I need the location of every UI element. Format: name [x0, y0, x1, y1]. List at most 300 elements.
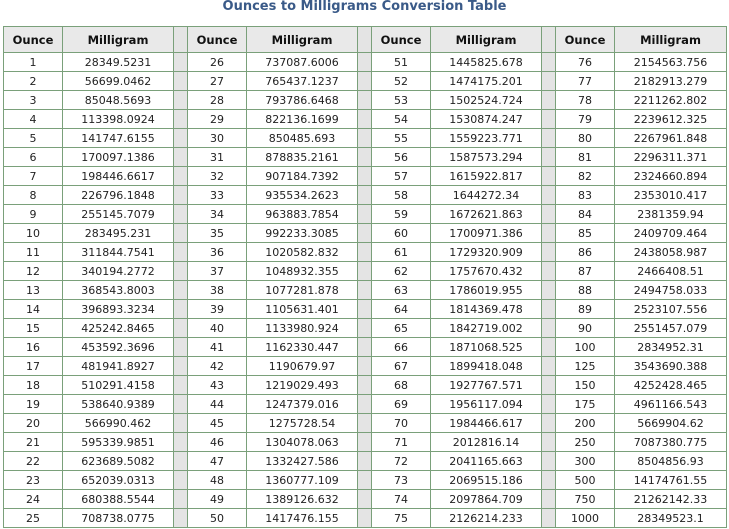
milligram-cell: 1530874.247: [431, 110, 542, 129]
table-row: [4, 300, 727, 319]
milligram-cell: 2409709.464: [615, 224, 727, 243]
table-body: [4, 53, 727, 528]
column-separator: [174, 338, 188, 357]
column-separator: [174, 167, 188, 186]
column-separator: [542, 490, 556, 509]
milligram-cell: 1133980.924: [247, 319, 358, 338]
header-row: [4, 27, 727, 53]
table-row: [4, 490, 727, 509]
milligram-cell: 1786019.955: [431, 281, 542, 300]
column-separator: [358, 338, 372, 357]
column-separator: [174, 91, 188, 110]
column-separator: [174, 490, 188, 509]
ounce-cell: 68: [372, 376, 431, 395]
table-row: [4, 224, 727, 243]
column-separator: [542, 243, 556, 262]
column-separator: [542, 262, 556, 281]
ounce-cell: 47: [188, 452, 247, 471]
ounce-cell: 42: [188, 357, 247, 376]
column-separator: [542, 167, 556, 186]
ounce-cell: 750: [556, 490, 615, 509]
milligram-cell: 2324660.894: [615, 167, 727, 186]
milligram-cell: 1615922.817: [431, 167, 542, 186]
ounce-cell: 15: [4, 319, 63, 338]
milligram-cell: 1275728.54: [247, 414, 358, 433]
column-separator: [358, 414, 372, 433]
table-row: [4, 357, 727, 376]
ounce-cell: 28: [188, 91, 247, 110]
milligram-header: Milligram: [431, 27, 542, 53]
ounce-cell: 70: [372, 414, 431, 433]
column-separator: [358, 300, 372, 319]
column-separator: [542, 186, 556, 205]
ounce-cell: 73: [372, 471, 431, 490]
milligram-cell: 652039.0313: [63, 471, 174, 490]
milligram-cell: 340194.2772: [63, 262, 174, 281]
milligram-cell: 1332427.586: [247, 452, 358, 471]
ounce-cell: 17: [4, 357, 63, 376]
milligram-cell: 1984466.617: [431, 414, 542, 433]
ounce-cell: 11: [4, 243, 63, 262]
column-separator: [542, 376, 556, 395]
ounce-cell: 1000: [556, 509, 615, 528]
milligram-cell: 8504856.93: [615, 452, 727, 471]
column-separator: [174, 452, 188, 471]
column-separator: [358, 129, 372, 148]
column-separator: [358, 224, 372, 243]
ounce-cell: 9: [4, 205, 63, 224]
column-separator: [358, 281, 372, 300]
ounce-cell: 500: [556, 471, 615, 490]
ounce-cell: 4: [4, 110, 63, 129]
column-separator: [174, 243, 188, 262]
milligram-cell: 708738.0775: [63, 509, 174, 528]
ounce-cell: 43: [188, 376, 247, 395]
milligram-cell: 1105631.401: [247, 300, 358, 319]
milligram-cell: 1956117.094: [431, 395, 542, 414]
milligram-cell: 2012816.14: [431, 433, 542, 452]
milligram-cell: 14174761.55: [615, 471, 727, 490]
column-separator: [358, 376, 372, 395]
milligram-cell: 1048932.355: [247, 262, 358, 281]
ounce-cell: 100: [556, 338, 615, 357]
ounce-cell: 78: [556, 91, 615, 110]
milligram-cell: 538640.9389: [63, 395, 174, 414]
column-separator: [358, 509, 372, 528]
milligram-cell: 2182913.279: [615, 72, 727, 91]
ounce-cell: 7: [4, 167, 63, 186]
ounce-cell: 64: [372, 300, 431, 319]
milligram-cell: 170097.1386: [63, 148, 174, 167]
column-separator: [542, 319, 556, 338]
ounce-cell: 175: [556, 395, 615, 414]
column-separator: [542, 281, 556, 300]
ounce-cell: 18: [4, 376, 63, 395]
milligram-cell: 28349523.1: [615, 509, 727, 528]
milligram-cell: 1162330.447: [247, 338, 358, 357]
ounce-cell: 20: [4, 414, 63, 433]
column-separator: [358, 72, 372, 91]
ounce-cell: 13: [4, 281, 63, 300]
ounce-cell: 74: [372, 490, 431, 509]
column-separator: [358, 205, 372, 224]
milligram-cell: 510291.4158: [63, 376, 174, 395]
ounce-cell: 77: [556, 72, 615, 91]
ounce-cell: 80: [556, 129, 615, 148]
ounce-cell: 84: [556, 205, 615, 224]
table-row: [4, 243, 727, 262]
ounce-cell: 200: [556, 414, 615, 433]
ounce-cell: 5: [4, 129, 63, 148]
ounce-cell: 14: [4, 300, 63, 319]
milligram-cell: 2069515.186: [431, 471, 542, 490]
column-separator: [358, 490, 372, 509]
ounce-cell: 23: [4, 471, 63, 490]
milligram-cell: 1190679.97: [247, 357, 358, 376]
milligram-cell: 2267961.848: [615, 129, 727, 148]
column-separator: [542, 300, 556, 319]
milligram-cell: 2551457.079: [615, 319, 727, 338]
milligram-cell: 1700971.386: [431, 224, 542, 243]
table-row: [4, 509, 727, 528]
ounce-cell: 150: [556, 376, 615, 395]
page-title: Ounces to Milligrams Conversion Table: [222, 0, 507, 14]
milligram-cell: 2211262.802: [615, 91, 727, 110]
milligram-cell: 737087.6006: [247, 53, 358, 72]
ounce-cell: 35: [188, 224, 247, 243]
milligram-cell: 481941.8927: [63, 357, 174, 376]
column-separator: [358, 91, 372, 110]
table-row: [4, 338, 727, 357]
ounce-cell: 40: [188, 319, 247, 338]
milligram-cell: 1559223.771: [431, 129, 542, 148]
milligram-cell: 765437.1237: [247, 72, 358, 91]
column-separator: [542, 129, 556, 148]
ounce-cell: 53: [372, 91, 431, 110]
ounce-cell: 71: [372, 433, 431, 452]
ounce-cell: 72: [372, 452, 431, 471]
column-separator: [174, 129, 188, 148]
column-separator: [542, 53, 556, 72]
ounce-cell: 8: [4, 186, 63, 205]
milligram-cell: 21262142.33: [615, 490, 727, 509]
milligram-cell: 7087380.775: [615, 433, 727, 452]
milligram-cell: 1927767.571: [431, 376, 542, 395]
ounce-cell: 26: [188, 53, 247, 72]
ounce-cell: 89: [556, 300, 615, 319]
column-separator: [358, 243, 372, 262]
column-separator: [358, 186, 372, 205]
milligram-cell: 1644272.34: [431, 186, 542, 205]
ounce-cell: 10: [4, 224, 63, 243]
milligram-cell: 793786.6468: [247, 91, 358, 110]
milligram-cell: 1842719.002: [431, 319, 542, 338]
column-separator: [542, 509, 556, 528]
milligram-cell: 396893.3234: [63, 300, 174, 319]
ounce-cell: 16: [4, 338, 63, 357]
column-separator: [542, 224, 556, 243]
milligram-header: Milligram: [63, 27, 174, 53]
milligram-cell: 283495.231: [63, 224, 174, 243]
ounce-cell: 37: [188, 262, 247, 281]
ounce-cell: 66: [372, 338, 431, 357]
ounce-cell: 59: [372, 205, 431, 224]
conversion-table: [3, 26, 727, 528]
column-separator: [542, 471, 556, 490]
ounce-header: Ounce: [188, 27, 247, 53]
column-separator: [174, 357, 188, 376]
column-separator: [174, 509, 188, 528]
milligram-cell: 2353010.417: [615, 186, 727, 205]
ounce-cell: 34: [188, 205, 247, 224]
ounce-cell: 69: [372, 395, 431, 414]
ounce-cell: 62: [372, 262, 431, 281]
ounce-cell: 61: [372, 243, 431, 262]
milligram-cell: 1417476.155: [247, 509, 358, 528]
milligram-cell: 1474175.201: [431, 72, 542, 91]
ounce-cell: 48: [188, 471, 247, 490]
ounce-cell: 55: [372, 129, 431, 148]
table-row: [4, 186, 727, 205]
milligram-cell: 1304078.063: [247, 433, 358, 452]
table-row: [4, 414, 727, 433]
table-row: [4, 262, 727, 281]
column-separator: [358, 452, 372, 471]
ounce-cell: 76: [556, 53, 615, 72]
column-separator: [358, 319, 372, 338]
ounce-cell: 38: [188, 281, 247, 300]
milligram-cell: 907184.7392: [247, 167, 358, 186]
column-separator: [174, 262, 188, 281]
column-separator: [174, 224, 188, 243]
milligram-cell: 198446.6617: [63, 167, 174, 186]
milligram-cell: 85048.5693: [63, 91, 174, 110]
column-separator: [174, 281, 188, 300]
column-separator: [358, 262, 372, 281]
milligram-cell: 1502524.724: [431, 91, 542, 110]
ounce-header: Ounce: [556, 27, 615, 53]
column-separator: [174, 148, 188, 167]
column-separator: [542, 205, 556, 224]
milligram-cell: 992233.3085: [247, 224, 358, 243]
ounce-cell: 46: [188, 433, 247, 452]
column-separator: [174, 414, 188, 433]
column-separator: [174, 53, 188, 72]
table-row: [4, 53, 727, 72]
column-separator: [358, 148, 372, 167]
ounce-cell: 86: [556, 243, 615, 262]
column-separator: [174, 319, 188, 338]
ounce-cell: 250: [556, 433, 615, 452]
milligram-cell: 1219029.493: [247, 376, 358, 395]
table-row: [4, 452, 727, 471]
ounce-cell: 58: [372, 186, 431, 205]
ounce-cell: 67: [372, 357, 431, 376]
ounce-cell: 87: [556, 262, 615, 281]
milligram-cell: 1729320.909: [431, 243, 542, 262]
ounce-cell: 75: [372, 509, 431, 528]
milligram-cell: 1389126.632: [247, 490, 358, 509]
milligram-cell: 425242.8465: [63, 319, 174, 338]
column-separator: [542, 91, 556, 110]
ounce-cell: 83: [556, 186, 615, 205]
milligram-cell: 2834952.31: [615, 338, 727, 357]
milligram-cell: 1587573.294: [431, 148, 542, 167]
ounce-cell: 32: [188, 167, 247, 186]
milligram-cell: 1445825.678: [431, 53, 542, 72]
ounce-header: Ounce: [372, 27, 431, 53]
ounce-cell: 125: [556, 357, 615, 376]
column-separator: [174, 27, 188, 53]
ounce-cell: 56: [372, 148, 431, 167]
table-row: [4, 91, 727, 110]
milligram-header: Milligram: [615, 27, 727, 53]
milligram-cell: 4252428.465: [615, 376, 727, 395]
ounce-cell: 25: [4, 509, 63, 528]
column-separator: [542, 110, 556, 129]
table-row: [4, 205, 727, 224]
ounce-cell: 300: [556, 452, 615, 471]
column-separator: [174, 376, 188, 395]
ounce-cell: 82: [556, 167, 615, 186]
ounce-cell: 50: [188, 509, 247, 528]
ounce-cell: 30: [188, 129, 247, 148]
milligram-cell: 822136.1699: [247, 110, 358, 129]
ounce-cell: 65: [372, 319, 431, 338]
milligram-cell: 28349.5231: [63, 53, 174, 72]
milligram-cell: 878835.2161: [247, 148, 358, 167]
milligram-cell: 4961166.543: [615, 395, 727, 414]
ounce-cell: 60: [372, 224, 431, 243]
column-separator: [174, 110, 188, 129]
milligram-cell: 1757670.432: [431, 262, 542, 281]
milligram-cell: 5669904.62: [615, 414, 727, 433]
ounce-cell: 22: [4, 452, 63, 471]
milligram-cell: 2126214.233: [431, 509, 542, 528]
column-separator: [542, 433, 556, 452]
ounce-cell: 88: [556, 281, 615, 300]
ounce-cell: 51: [372, 53, 431, 72]
ounce-cell: 39: [188, 300, 247, 319]
milligram-cell: 1871068.525: [431, 338, 542, 357]
table-row: [4, 72, 727, 91]
ounce-cell: 45: [188, 414, 247, 433]
milligram-cell: 1077281.878: [247, 281, 358, 300]
milligram-cell: 680388.5544: [63, 490, 174, 509]
milligram-cell: 1814369.478: [431, 300, 542, 319]
column-separator: [542, 148, 556, 167]
ounce-header: Ounce: [4, 27, 63, 53]
milligram-cell: 2381359.94: [615, 205, 727, 224]
ounce-cell: 90: [556, 319, 615, 338]
ounce-cell: 63: [372, 281, 431, 300]
ounce-cell: 1: [4, 53, 63, 72]
column-separator: [358, 433, 372, 452]
ounce-cell: 31: [188, 148, 247, 167]
ounce-cell: 36: [188, 243, 247, 262]
ounce-cell: 44: [188, 395, 247, 414]
ounce-cell: 24: [4, 490, 63, 509]
table-row: [4, 167, 727, 186]
column-separator: [542, 414, 556, 433]
column-separator: [542, 395, 556, 414]
column-separator: [358, 167, 372, 186]
milligram-cell: 2523107.556: [615, 300, 727, 319]
milligram-cell: 2494758.033: [615, 281, 727, 300]
column-separator: [358, 27, 372, 53]
milligram-cell: 623689.5082: [63, 452, 174, 471]
milligram-cell: 2466408.51: [615, 262, 727, 281]
table-row: [4, 395, 727, 414]
milligram-cell: 1899418.048: [431, 357, 542, 376]
milligram-cell: 141747.6155: [63, 129, 174, 148]
milligram-cell: 963883.7854: [247, 205, 358, 224]
ounce-cell: 6: [4, 148, 63, 167]
milligram-cell: 1247379.016: [247, 395, 358, 414]
ounce-cell: 2: [4, 72, 63, 91]
ounce-cell: 54: [372, 110, 431, 129]
milligram-cell: 595339.9851: [63, 433, 174, 452]
milligram-cell: 56699.0462: [63, 72, 174, 91]
ounce-cell: 79: [556, 110, 615, 129]
column-separator: [358, 471, 372, 490]
table-row: [4, 376, 727, 395]
ounce-cell: 81: [556, 148, 615, 167]
column-separator: [174, 300, 188, 319]
column-separator: [174, 205, 188, 224]
table-row: [4, 148, 727, 167]
column-separator: [358, 357, 372, 376]
table-row: [4, 110, 727, 129]
ounce-cell: 29: [188, 110, 247, 129]
column-separator: [542, 72, 556, 91]
ounce-cell: 12: [4, 262, 63, 281]
milligram-cell: 2041165.663: [431, 452, 542, 471]
milligram-cell: 226796.1848: [63, 186, 174, 205]
ounce-cell: 41: [188, 338, 247, 357]
milligram-cell: 566990.462: [63, 414, 174, 433]
milligram-cell: 2097864.709: [431, 490, 542, 509]
ounce-cell: 57: [372, 167, 431, 186]
ounce-cell: 21: [4, 433, 63, 452]
ounce-cell: 85: [556, 224, 615, 243]
column-separator: [174, 186, 188, 205]
column-separator: [174, 471, 188, 490]
ounce-cell: 19: [4, 395, 63, 414]
table-row: [4, 281, 727, 300]
milligram-cell: 2154563.756: [615, 53, 727, 72]
milligram-cell: 368543.8003: [63, 281, 174, 300]
column-separator: [542, 27, 556, 53]
ounce-cell: 3: [4, 91, 63, 110]
column-separator: [358, 53, 372, 72]
milligram-cell: 1020582.832: [247, 243, 358, 262]
column-separator: [174, 72, 188, 91]
milligram-header: Milligram: [247, 27, 358, 53]
ounce-cell: 33: [188, 186, 247, 205]
milligram-cell: 453592.3696: [63, 338, 174, 357]
milligram-cell: 3543690.388: [615, 357, 727, 376]
column-separator: [174, 395, 188, 414]
ounce-cell: 27: [188, 72, 247, 91]
milligram-cell: 1360777.109: [247, 471, 358, 490]
column-separator: [174, 433, 188, 452]
table-row: [4, 129, 727, 148]
milligram-cell: 311844.7541: [63, 243, 174, 262]
milligram-cell: 113398.0924: [63, 110, 174, 129]
column-separator: [542, 338, 556, 357]
table-row: [4, 471, 727, 490]
